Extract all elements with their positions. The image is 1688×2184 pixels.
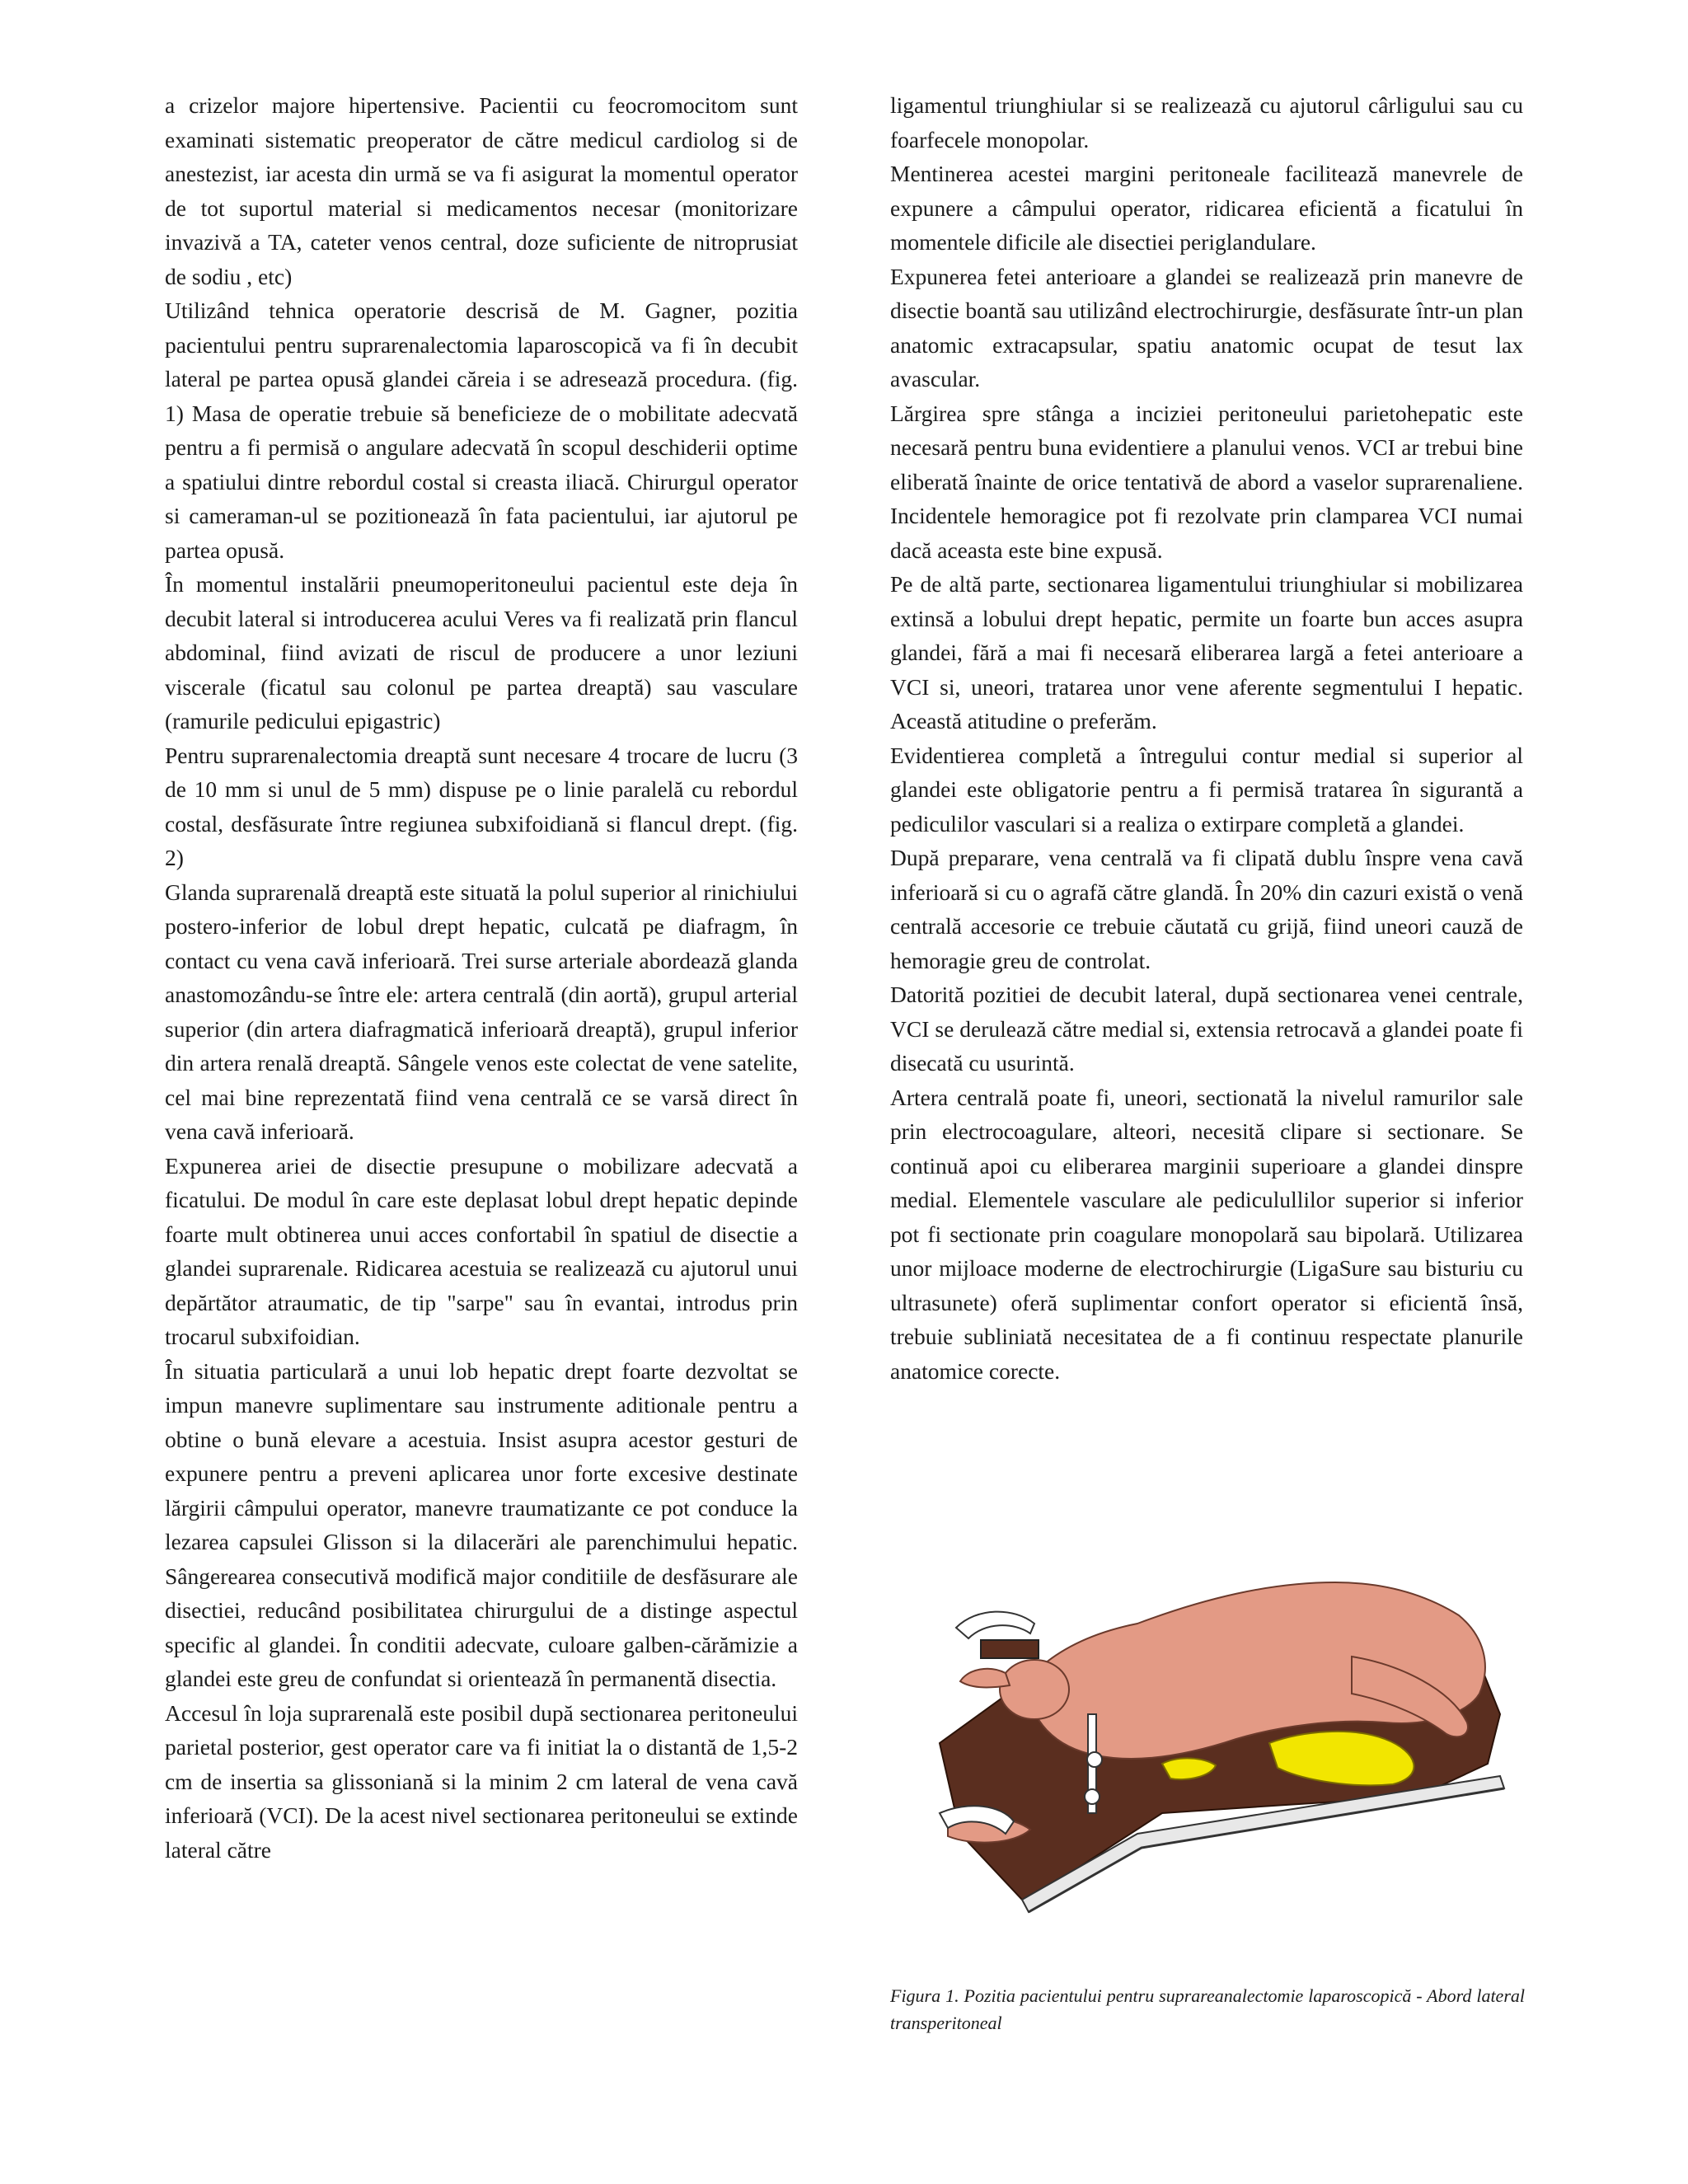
paragraph: Artera centrală poate fi, uneori, sectionată la nivelul ramurilor sale prin electrocoagulare, alteori, necesită clipare si sectionare. Se continuă apoi cu eliberarea marginii superioare a glandei dinspre medial. Elementele vasculare ale pediculullilor superior si inferior pot fi sectionate prin coagulare monopolară sau bipolară. Utilizarea unor mijloace moderne de electrochirurgie (LigaSure sau bisturiu cu ultrasunete) oferă suplimentar confort operator si eficientă însă, trebuie subliniată necesitatea de a fi continuu respectate planurile anatomice corecte. <box>890 1084 1523 1384</box>
paragraph: Lărgirea spre stânga a inciziei peritoneului parietohepatic este necesară pentru buna evidentiere a planului venos. VCI ar trebui bine eliberată înainte de orice tentativă de abord a vaselor suprarenaliene. Incidentele hemoragice pot fi rezolvate prin clamparea VCI numai dacă aceasta este bine expusă. <box>890 400 1523 563</box>
left-text-column <box>165 88 798 1867</box>
arm-board <box>981 1640 1039 1658</box>
figure-patient-position <box>890 1549 1533 1961</box>
paragraph: Expunerea fetei anterioare a glandei se realizează prin manevre de disectie boantă sau utilizând electrochirurgie, desfăsurate într-un plan anatomic extracapsular, spatiu anatomic ocupat de tesut lax avascular. <box>890 263 1523 391</box>
support-knob <box>1085 1789 1100 1804</box>
paragraph: Accesul în loja suprarenală este posibil după sectionarea peritoneului parietal posterior, gest operator care va fi initiat la o distantă de 1,5-2 cm de insertia sa glissoniană si la minim 2 cm lateral de vena cavă inferioară (VCI). De la acest nivel sectionarea peritoneului se extinde lateral către <box>165 1699 798 1863</box>
right-text-column <box>890 88 1523 1388</box>
paragraph: După preparare, vena centrală va fi clipată dublu înspre vena cavă inferioară si cu o agrafă către glandă. În 20% din cazuri există o venă centrală accesorie ce trebuie căutată cu grijă, fiind uneori cauză de hemoragie greu de controlat. <box>890 845 1523 973</box>
paragraph: Pentru suprarenalectomia dreaptă sunt necesare 4 trocare de lucru (3 de 10 mm si unul de 5 mm) dispuse pe o linie paralelă cu rebordul costal, desfăsurate între regiunea subxifoidiană si flancul drept. (fig. 2) <box>165 742 798 870</box>
patient-position-illustration <box>890 1549 1533 1961</box>
paragraph: În situatia particulară a unui lob hepatic drept foarte dezvoltat se impun manevre suplimentare sau instrumente aditionale pentru a obtine o bună elevare a acestuia. Insist asupra acestor gesturi de expunere pentru a preveni aplicarea unor forte excesive destinate lărgirii câmpului operator, manevre traumatizante ce pot conduce la lezarea capsulei Glisson si la dilacerări ale parenchimului hepatic. Sângerearea consecutivă modifică major conditiile de desfăsurare ale disectiei, reducând posibilitatea chirurgului de a distinge aspectul specific al glandei. În conditii adecvate, culoare galben-cărămizie a glandei este greu de confundat si orientează în permanentă disectia. <box>165 1357 798 1691</box>
paragraph: Expunerea ariei de disectie presupune o mobilizare adecvată a ficatului. De modul în care este deplasat lobul drept hepatic depinde foarte mult obtinerea unui acces confortabil în spatiul de disectie a glandei suprarenale. Ridicarea acestuia se realizează cu ajutorul unui depărtător atraumatic, de tip "sarpe" sau în evantai, introdus prin trocarul subxifoidian. <box>165 1152 798 1349</box>
arm-upper <box>960 1669 1010 1688</box>
paragraph: Evidentierea completă a întregului contur medial si superior al glandei este obligatorie pentru a fi permisă tratarea în sigurantă a pediculilor vasculari si a realiza o extirpare completă a glandei. <box>890 742 1523 837</box>
patient-head <box>1000 1660 1069 1719</box>
paragraph: Glanda suprarenală dreaptă este situată la polul superior al rinichiului postero-inferior de lobul drept hepatic, culcată pe diafragm, în contact cu vena cavă inferioară. Trei surse arteriale abordează glanda anastomozându-se între ele: artera centrală (din aortă), grupul arterial superior (din artera diafragmatică inferioară dreaptă), grupul inferior din artera renală dreaptă. Sângele venos este colectat de vene satelite, cel mai bine reprezentată fiind vena centrală ce se varsă direct în vena cavă inferioară. <box>165 879 798 1144</box>
paragraph: Mentinerea acestei margini peritoneale facilitează manevrele de expunere a câmpului operator, ridicarea eficientă a ficatului în momentele dificile ale disectiei periglandulare. <box>890 161 1523 255</box>
paragraph: Pe de altă parte, sectionarea ligamentului triunghiular si mobilizarea extinsă a lobului drept hepatic, permite un foarte bun acces asupra glandei, fără a mai fi necesară eliberarea largă a fetei anterioare a VCI si, uneori, tratarea unor vene aferente segmentului I hepatic. Această atitudine o preferăm. <box>890 571 1523 733</box>
arm-support <box>956 1612 1034 1638</box>
paragraph: Datorită pozitiei de decubit lateral, după sectionarea venei centrale, VCI se derulează către medial si, extensia retrocavă a glandei poate fi disecată cu usurintă. <box>890 982 1523 1076</box>
figure-caption: Figura 1. Pozitia pacientului pentru suprareanalectomie laparoscopică - Abord lateral transperitoneal <box>890 1985 1525 2033</box>
paragraph: ligamentul triunghiular si se realizează cu ajutorul cârligului sau cu foarfecele monopolar. <box>890 92 1523 152</box>
support-knob <box>1087 1752 1102 1767</box>
paragraph: a crizelor majore hipertensive. Pacientii cu feocromocitom sunt examinati sistematic preoperator de către medicul cardiolog si de anestezist, iar acesta din urmă se va fi asigurat la momentul operator de tot suportul material si medicamentos necesar (monitorizare invazivă a TA, cateter venos central, doze suficiente de nitroprusiat de sodiu , etc) <box>165 92 798 289</box>
paragraph: Utilizând tehnica operatorie descrisă de M. Gagner, pozitia pacientului pentru suprarenalectomia laparoscopică va fi în decubit lateral pe partea opusă glandei căreia i se adresează procedura. (fig. 1) Masa de operatie trebuie să beneficieze de o mobilitate adecvată pentru a fi permisă o angulare adecvată în scopul deschiderii optime a spatiului dintre rebordul costal si creasta iliacă. Chirurgul operator si cameraman-ul se pozitionează în fata pacientului, iar ajutorul pe partea opusă. <box>165 298 798 563</box>
paragraph: În momentul instalării pneumoperitoneului pacientul este deja în decubit lateral si introducerea acului Veres va fi realizată prin flancul abdominal, fiind avizati de riscul de producere a unor leziuni viscerale (ficatul sau colonul pe partea dreaptă) sau vasculare (ramurile pedicului epigastric) <box>165 571 798 733</box>
